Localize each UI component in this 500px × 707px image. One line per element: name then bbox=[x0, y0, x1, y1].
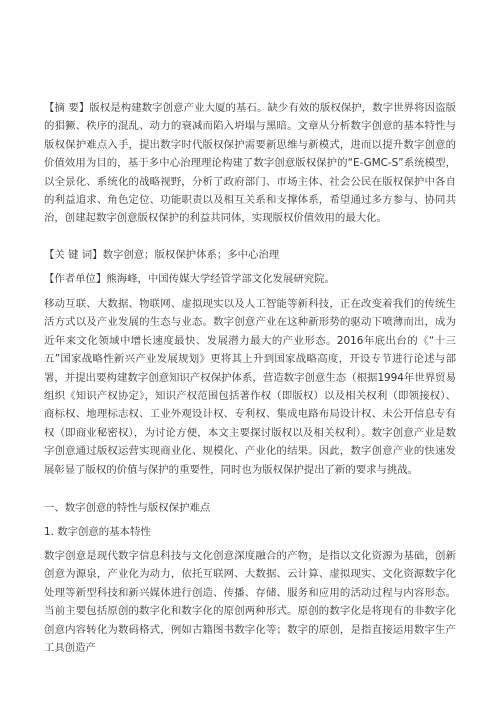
keywords-line bbox=[44, 246, 456, 264]
intro-paragraph: 移动互联、大数据、物联网、虚拟现实以及人工智能等新科技，正在改变着我们的传统生活方式以及产业发展的生态与业态。数字创意产业在这种新形势的驱动下喷薄而出，成为近年来文化领域中增长速度最快、发展潜力最大的产业形态。2016年底出台的《“十三五”国家战略性新兴产业发展规划》更将其上升到国家战略高度，开设专节进行论述与部署，并提出要构建数字创意知识产权保护体系，营造数字创意生态（根据1994年世界贸易组织《知识产权协定》，知识产权范围包括著作权（即版权）以及相关权利（即领接权）、商标权、地理标志权、工业外观设计权、专利权、集成电路布局设计权、未公开信息专有权（即商业秘密权），为讨论方便，本文主要探讨版权以及相关权利）。数字创意产业是数字创意通过版权运营实现商业化、规模化、产业化的结果。因此，数字创意产业的快速发展彰显了版权的价值与保护的重要性，同时也为版权保护提出了新的要求与挑战。 bbox=[44, 298, 456, 476]
author-line bbox=[44, 270, 456, 288]
keywords-text: 数字创意；版权保护体系；多中心治理 bbox=[102, 249, 280, 261]
body-paragraph: 数字创意是现代数字信息科技与文化创意深度融合的产物，是指以文化资源为基础，创新创意为源泉，产业化为动力，依托互联网、大数据、云计算、虚拟现实、文化资源数字化处理等新型科技和新兴媒体进行创造、传播、存储、服务和应用的活动过程与内容形态。当前主要包括原创的数字化和数字化的原创两种形式。原创的数字化是将现有的非数字化创意内容转化为数码格式，例如古籍图书数字化等；数字的原创，是指直接运用数字生产工具创造产 bbox=[44, 550, 456, 655]
author-label: 【作者单位】 bbox=[44, 273, 107, 285]
abstract-text: 版权是构建数字创意产业大厦的基石。缺少有效的版权保护，数字世界将因盗版的猖獗、秩序的混乱、动力的衰减而陷入坍塌与黑暗。文章从分析数字创意的基本特性与版权保护难点入手，提出数字时代版权保护需要新思维与新模式，进而以提升数字创意的价值效用为目的，基于多中心治理理论构建了数字创意版权保护的“E-GMC-S”系统模型，以全景化、系统化的战略视野，分析了政府部门、市场主体、社会公民在版权保护中各自的利益追求、角色定位、功能职责以及相互关系和支撑体系，希望通过多方参与、协同共治，创建起数字创意版权保护的利益共同体，实现版权价值效用的最大化。 bbox=[44, 102, 456, 225]
subsection-heading: 1. 数字创意的基本特性 bbox=[44, 526, 151, 538]
section-heading: 一、数字创意的特性与版权保护难点 bbox=[44, 502, 211, 514]
abstract-paragraph bbox=[44, 99, 456, 228]
keywords-label: 【关 键 词】 bbox=[44, 249, 103, 261]
abstract-label: 【摘 要】 bbox=[44, 102, 90, 114]
author-text: 熊海峰，中国传媒大学经管学部文化发展研究院。 bbox=[106, 273, 335, 285]
